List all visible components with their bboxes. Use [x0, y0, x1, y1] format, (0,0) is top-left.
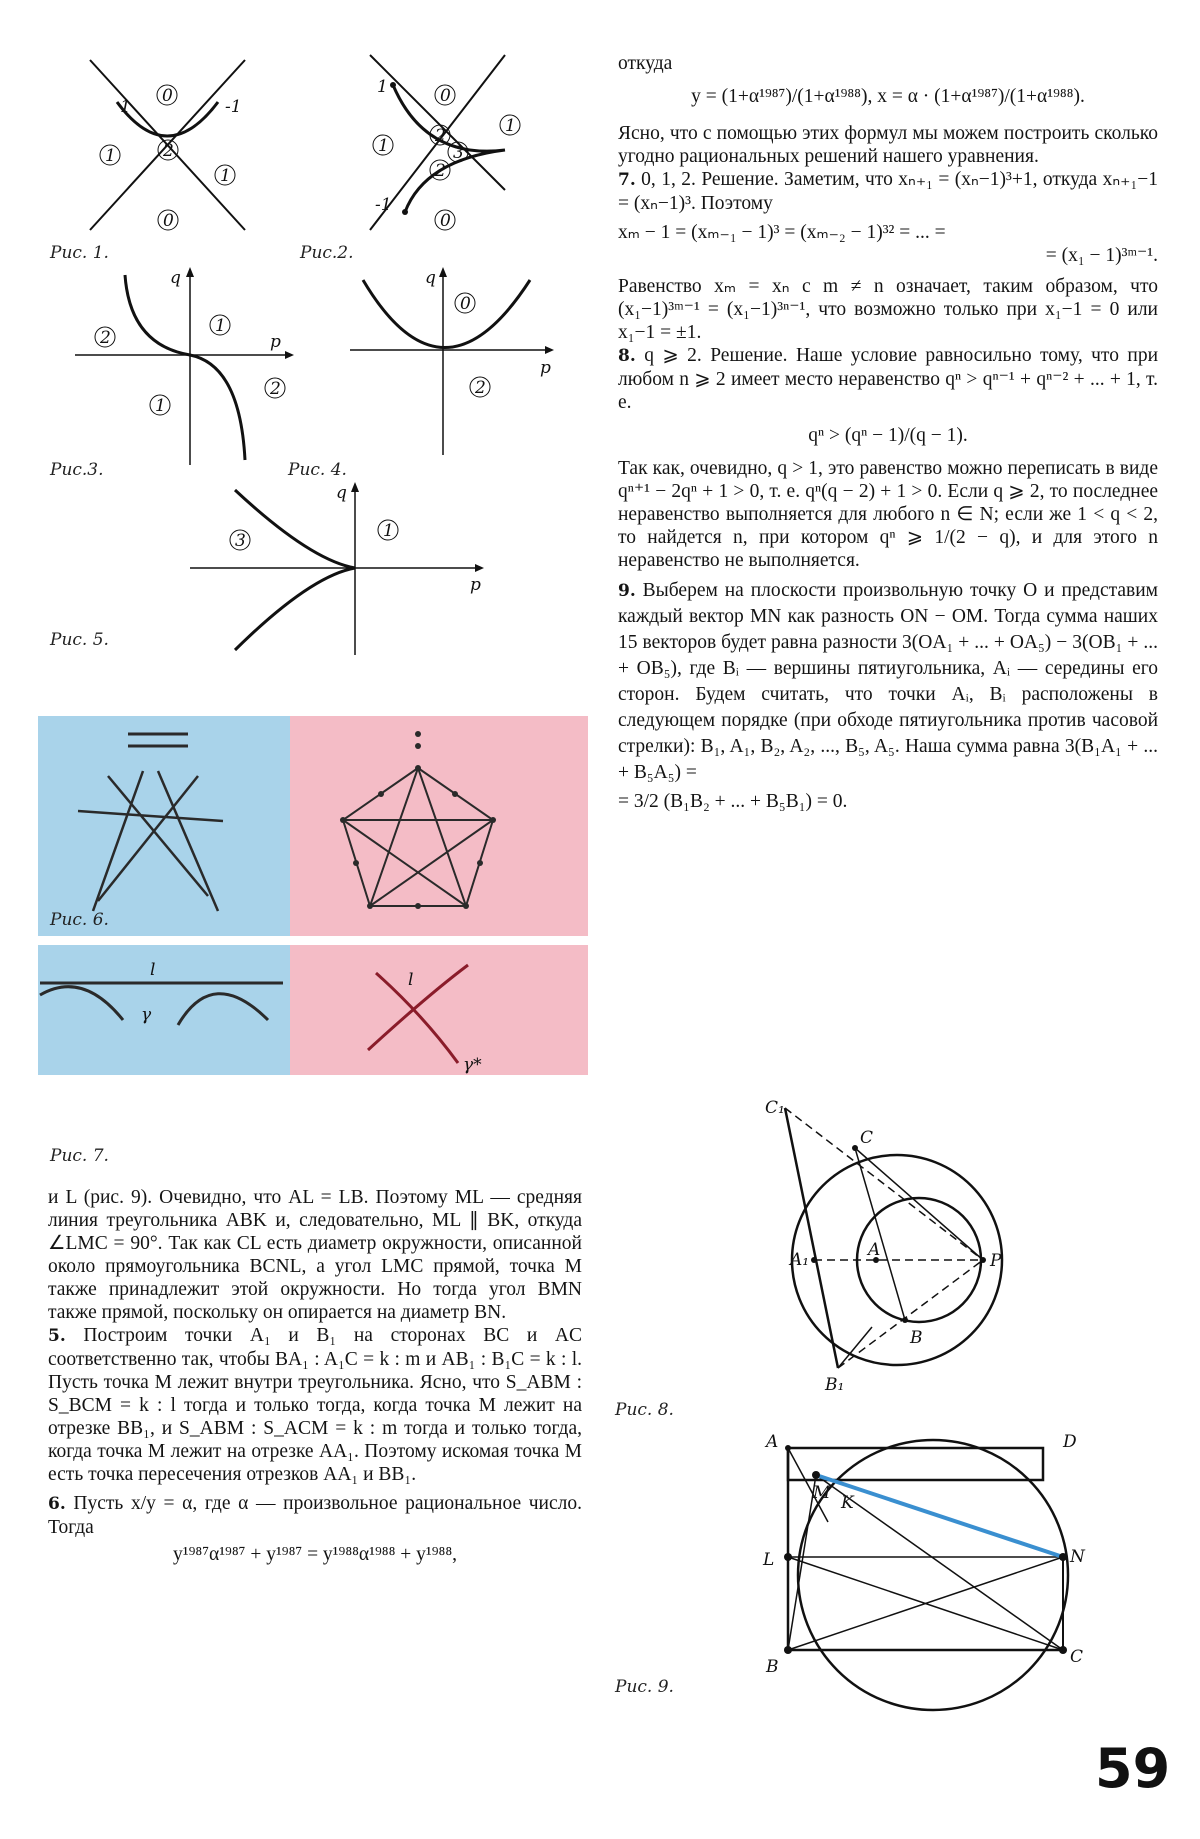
fig2-label: 1 [377, 77, 388, 97]
fig9-label: L [763, 1550, 775, 1570]
fig3-axis-q: q [170, 268, 181, 288]
fig8-label: P [990, 1251, 1002, 1271]
fig3-caption: Рис.3. [50, 460, 104, 480]
right-column [618, 52, 1158, 813]
section-8-number: 8. [618, 346, 636, 366]
figure-6 [38, 716, 588, 936]
section-7-formula-2: = (x₁ − 1)³ᵐ⁻¹. [1045, 245, 1158, 266]
formula-xy: y = (1+α¹⁹⁸⁷)/(1+α¹⁹⁸⁸), x = α · (1+α¹⁹⁸⁷)/(1+α¹⁹⁸⁸). [691, 86, 1085, 107]
fig2-label: 2 [435, 161, 446, 181]
fig1-caption: Рис. 1. [50, 243, 109, 263]
fig9-label: B [766, 1657, 779, 1677]
section-7-formula-1: xₘ − 1 = (xₘ₋₁ − 1)³ = (xₘ₋₂ − 1)³² = ... = [618, 222, 946, 243]
right-paragraph-1: Ясно, что с помощью этих формул мы можем построить сколько угодно рациональных решений нашего уравнения. [618, 123, 1158, 167]
fig4-axis-p: p [540, 358, 551, 378]
fig8-label: C [860, 1128, 874, 1148]
fig8-label: A [868, 1240, 881, 1260]
figure-7 [38, 945, 588, 1075]
section-9-number: 9. [618, 581, 636, 601]
section-9-formula: = 3/2 (B₁B₂ + ... + B₅B₁) = 0. [618, 791, 848, 812]
section-7-number: 7. [618, 170, 636, 190]
section-5-number: 5. [48, 1326, 66, 1346]
fig5-caption: Рис. 5. [50, 630, 109, 650]
figure-8 [765, 1098, 1040, 1398]
fig9-caption: Рис. 9. [615, 1677, 674, 1697]
page-number: 59 [1095, 1737, 1171, 1800]
fig2-label: 3 [453, 143, 464, 163]
fig5-label: 3 [235, 531, 246, 551]
intro-word: откуда [618, 53, 673, 74]
fig3-label: 2 [100, 328, 111, 348]
figure-5 [190, 480, 490, 660]
figure-9 [758, 1410, 1088, 1730]
fig8-label: B [910, 1328, 923, 1348]
fig2-label: 0 [440, 211, 451, 231]
section-5-text: Построим точки A₁ и B₁ на сторонах BC и AC соответственно так, чтобы BA₁ : A₁C = k : m и AB₁ : B₁C = k : l. Пусть точка M лежит внутри треугольника. Ясно, что S_ABM : S_BCM = k : l тогда и только тогда, когда точка M лежит на отрезке BB₁, и S_ABM : S_ACM = k : m тогда и только тогда, когда точка M лежит на отрезке AA₁. Поэтому искомая точка M есть точка пересечения отрезков AA₁ и BB₁. [48, 1325, 582, 1485]
fig1-label: -1 [225, 97, 242, 117]
section-8-text: q ⩾ 2. Решение. Наше условие равносильно тому, что при любом n ⩾ 2 имеет место неравенство qⁿ > qⁿ⁻¹ + qⁿ⁻² + ... + 1, т. е. [618, 345, 1158, 413]
fig9-label: D [1063, 1432, 1077, 1452]
fig1-label: 1 [105, 146, 116, 166]
fig4-axis-q: q [425, 268, 436, 288]
fig8-caption: Рис. 8. [615, 1400, 674, 1420]
fig2-caption: Рис.2. [300, 243, 354, 263]
fig6-caption: Рис. 6. [50, 910, 109, 930]
fig8-label: A₁ [790, 1250, 810, 1270]
fig2-label: -1 [375, 195, 392, 215]
figure-2 [355, 50, 555, 250]
fig2-label: 0 [440, 86, 451, 106]
fig1-label: 2 [163, 141, 174, 161]
section-6-text: Пусть x/y = α, где α — произвольное рациональное число. Тогда [48, 1493, 583, 1538]
fig5-axis-q: q [336, 483, 347, 503]
fig4-label: 0 [460, 294, 471, 314]
fig1-label: 0 [162, 86, 173, 106]
fig4-label: 2 [475, 378, 486, 398]
figure-4 [345, 265, 565, 465]
fig9-label: A [766, 1432, 779, 1452]
fig7-label: γ* [463, 1055, 482, 1075]
fig9-label: K [841, 1493, 854, 1513]
fig2-label: 1 [378, 136, 389, 156]
figure-1 [70, 50, 270, 250]
fig1-label: 1 [220, 166, 231, 186]
fig2-label: 2 [435, 126, 446, 146]
section-8-formula: qⁿ > (qⁿ − 1)/(q − 1). [808, 425, 968, 446]
fig3-label: 1 [155, 396, 166, 416]
fig3-axis-p: p [270, 332, 281, 352]
fig4-caption: Рис. 4. [288, 460, 347, 480]
section-9-text: Выберем на плоскости произвольную точку O и представим каждый вектор MN как разность ON − OM. Тогда сумма наших 15 векторов будет равна разности 3(OA₁ + ... + OA₅) − 3(OB₁ + ... + OB₅), где Bᵢ — вершины пятиугольника, Aᵢ — середины его сторон. Будем считать, что точки Aᵢ, Bᵢ расположены в следующем порядке (при обходе пятиугольника против часовой стрелки): B₁, A₁, B₂, A₂, ..., B₅, A₅. Наша сумма равна 3(B₁A₁ + ... + B₅A₅) = [618, 580, 1158, 783]
fig3-label: 1 [215, 316, 226, 336]
fig7-label: l [408, 970, 414, 990]
fig1-label: 1 [120, 97, 131, 117]
fig8-label: B₁ [825, 1375, 845, 1395]
fig7-label: l [150, 960, 156, 980]
fig9-label: M [813, 1483, 831, 1503]
left-column [48, 1186, 582, 1570]
fig8-label: C₁ [765, 1098, 785, 1118]
fig7-caption: Рис. 7. [50, 1146, 109, 1166]
section-7-text: 0, 1, 2. Решение. Заметим, что xₙ₊₁ = (xₙ−1)³+1, откуда xₙ₊₁−1 = (xₙ−1)³. Поэтому [618, 169, 1158, 214]
left-paragraph-1: и L (рис. 9). Очевидно, что AL = LB. Поэтому ML — средняя линия треугольника ABK и, следовательно, ML ∥ BK, откуда ∠LMC = 90°. Так как CL есть диаметр окружности, описанной около прямоугольника BCNL, а угол LMC прямой, точка M также принадлежит этой окружности. Но тогда угол BMN также прямой, поскольку он опирается на диаметр BN. [48, 1187, 582, 1323]
section-7-paragraph-2: Равенство xₘ = xₙ с m ≠ n означает, таким образом, что (x₁−1)³ᵐ⁻¹ = (x₁−1)³ⁿ⁻¹, что возможно только при x₁−1 = 0 или x₁−1 = ±1. [618, 276, 1158, 343]
fig1-label: 0 [163, 211, 174, 231]
fig5-label: 1 [383, 521, 394, 541]
fig9-label: C [1070, 1647, 1084, 1667]
fig2-label: 1 [505, 116, 516, 136]
section-8-paragraph-2: Так как, очевидно, q > 1, это равенство можно переписать в виде qⁿ⁺¹ − 2qⁿ + 1 > 0, т. е. qⁿ(q − 2) + 1 > 0. Если q ⩾ 2, то последнее неравенство выполняется для любого n ∈ N; если же 1 < q < 2, то найдется n, при котором qⁿ ⩾ 1/(2 − q), и для этого n неравенство не выполняется. [618, 458, 1158, 571]
fig3-label: 2 [270, 379, 281, 399]
fig9-label: N [1070, 1547, 1085, 1567]
figure-3 [70, 265, 310, 465]
section-6-formula: y¹⁹⁸⁷α¹⁹⁸⁷ + y¹⁹⁸⁷ = y¹⁹⁸⁸α¹⁹⁸⁸ + y¹⁹⁸⁸, [173, 1544, 457, 1565]
section-6-number: 6. [48, 1494, 66, 1514]
fig7-label: γ [141, 1005, 152, 1025]
fig5-axis-p: p [470, 575, 481, 595]
